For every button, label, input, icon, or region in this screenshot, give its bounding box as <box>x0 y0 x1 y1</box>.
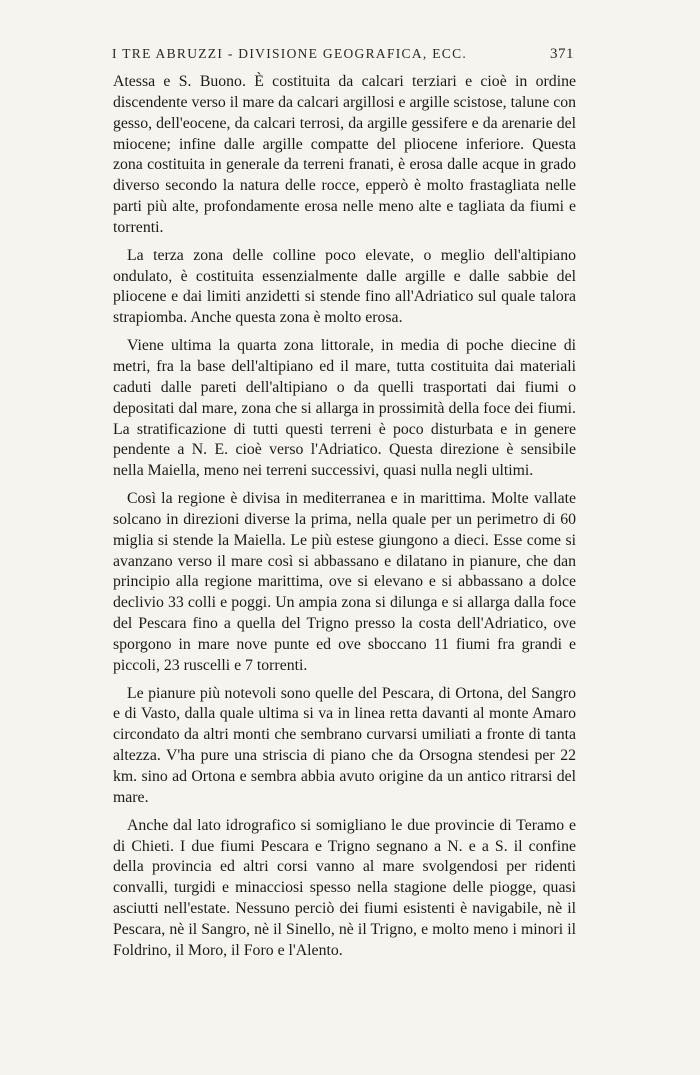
paragraph-1: Atessa e S. Buono. È costituita da calcari terziari e cioè in ordine discendente verso il mare da calcari argillosi e argille scistose, talune con gesso, dell'eocene, da calcari terrosi, da argille gessifere e da arenarie del miocene; infine dalle argille compatte del pliocene inferiore. Questa zona costituita in generale da terreni franati, è erosa dalle acque in grado diverso secondo la natura delle rocce, epperò è molto frastagliata nelle parti più alte, profondamente erosa nelle meno alte e tagliata da fiumi e torrenti. <box>113 73 576 236</box>
running-title: I TRE ABRUZZI - DIVISIONE GEOGRAFICA, ECC. <box>112 46 468 61</box>
page-number: 371 <box>550 46 574 62</box>
paragraph-6: Anche dal lato idrografico si somigliano le due provincie di Teramo e di Chieti. I due fiumi Pescara e Trigno segnano a N. e a S. il confine della provincia ed altri corsi vanno al mare svolgendosi per ridenti convalli, turgidi e minacciosi spesso nella stagione delle piogge, quasi asciutti nell'estate. Nessuno perciò dei fiumi esistenti è navigabile, nè il Pescara, nè il Sangro, nè il Sinello, nè il Trigno, e molto meno i minori il Foldrino, il Moro, il Foro e l'Alento. <box>113 816 576 959</box>
paragraph-4: Così la regione è divisa in mediterranea e in marittima. Molte vallate solcano in direzioni diverse la prima, nella quale per un perimetro di 60 miglia si stende la Maiella. Le più estese giungono a dieci. Esse come si avanzano verso il mare così si abbassano e dilatano in pianure, che dan principio alla regione marittima, ove si elevano e si abbassano a dolce declivio 33 colli e poggi. Un ampia zona si dilunga e si allarga dalla foce del Pescara fino a quella del Trigno presso la costa dell'Adriatico, ove sporgono in mare nove punte ed ove sboccano 11 fiumi fra grandi e piccoli, 23 ruscelli e 7 torrenti. <box>113 490 576 674</box>
running-header <box>112 46 574 63</box>
paragraph-5: Le pianure più notevoli sono quelle del Pescara, di Ortona, del Sangro e di Vasto, dalla quale ultima si va in linea retta davanti al monte Amaro circondato da altri monti che sembrano curvarsi umiliati a fronte di tanta altezza. V'ha pure una striscia di piano che da Orsogna stendesi per 22 km. sino ad Ortona e sembra abbia avuto origine da un antico ritrarsi del mare. <box>113 684 576 806</box>
body-text <box>113 72 576 969</box>
paragraph-2: La terza zona delle colline poco elevate, o meglio dell'altipiano ondulato, è costituita essenzialmente dalle argille e dalle sabbie del pliocene e dai limiti anzidetti si stende fino all'Adriatico sul quale talora strapiomba. Anche questa zona è molto erosa. <box>113 246 576 327</box>
paragraph-3: Viene ultima la quarta zona littorale, in media di poche diecine di metri, fra la base dell'altipiano ed il mare, tutta costituita dai materiali caduti dalle pareti dell'altipiano o da quelli trasportati dai fiumi o depositati dal mare, zona che si allarga in prossimità della foce dei fiumi. La stratificazione di tutti questi terreni è poco disturbata e in genere pendente a N. E. cioè verso l'Adriatico. Questa direzione è sensibile nella Maiella, meno nei terreni successivi, quasi nulla negli ultimi. <box>113 337 576 480</box>
